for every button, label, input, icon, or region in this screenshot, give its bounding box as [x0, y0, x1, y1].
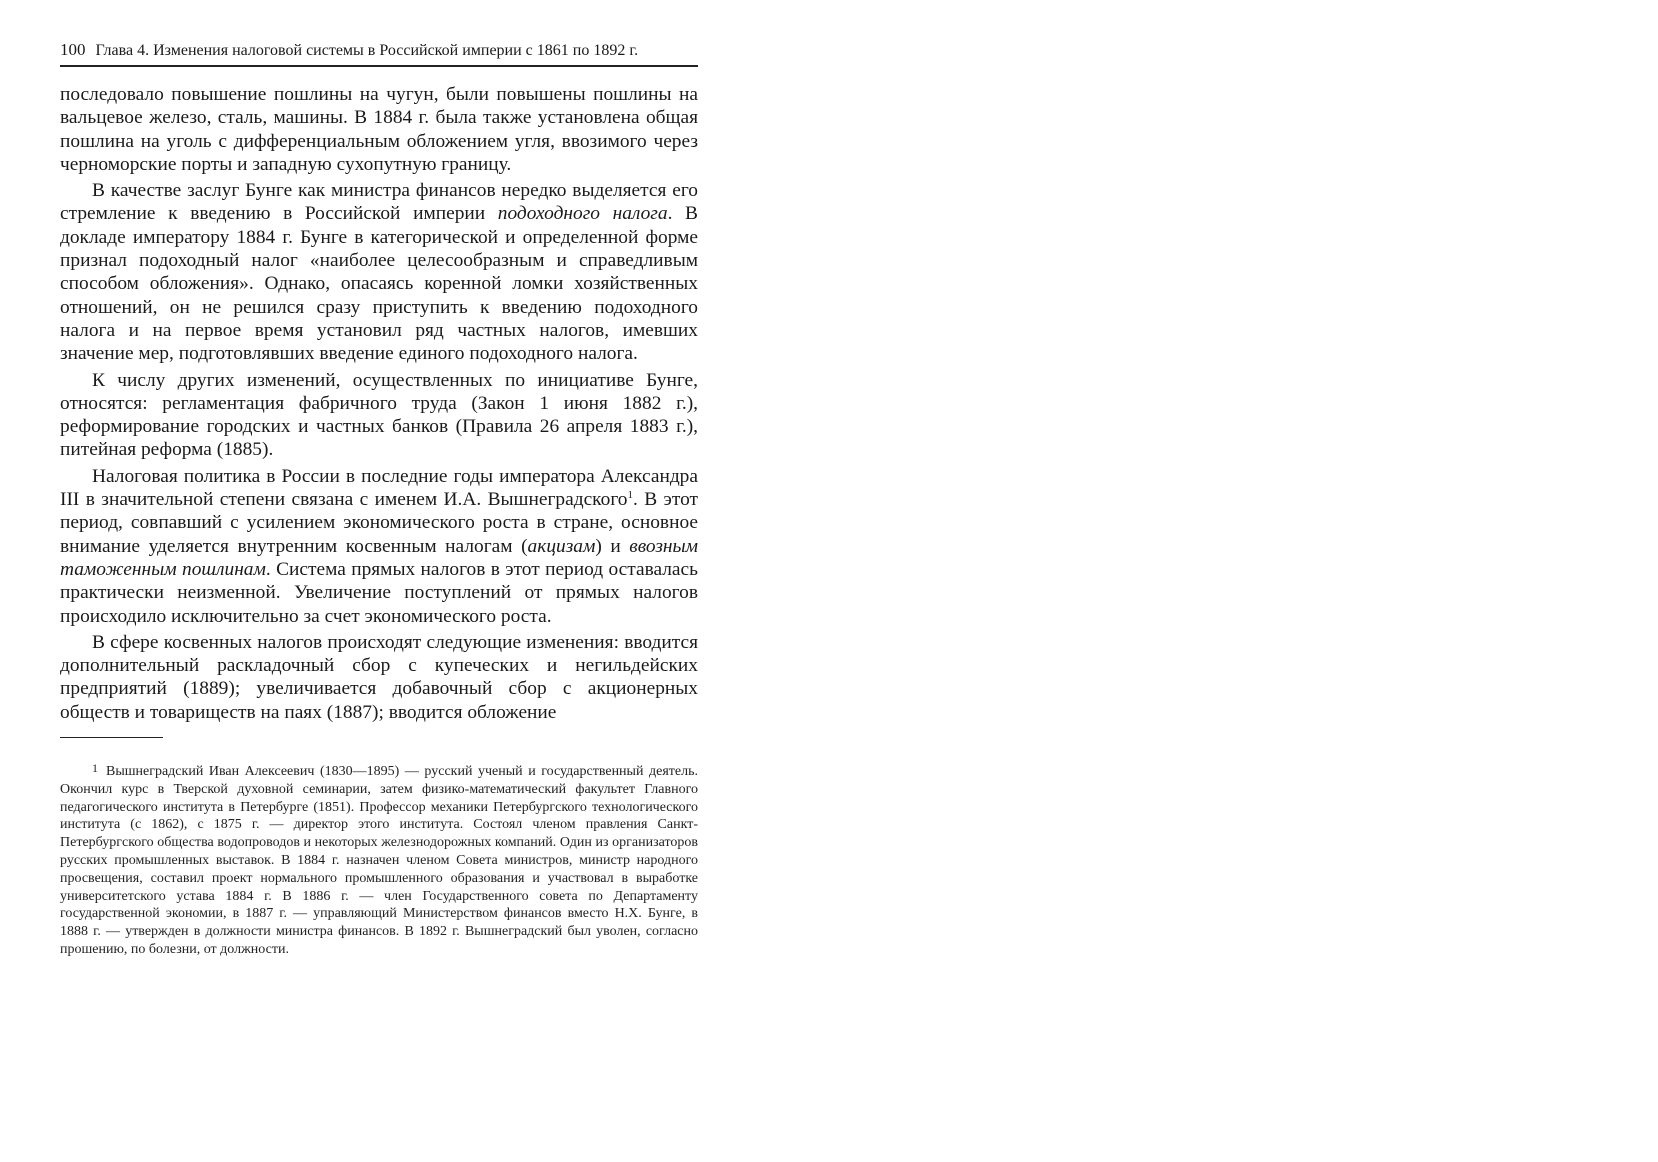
paragraph-4-text-d: . Система прямых налогов в этот период оставалась практически неизменной. Увеличение поступлений от прямых налогов происходило исключительно за счет экономического роста.	[60, 558, 698, 627]
paragraph-1: последовало повышение пошлины на чугун, были повышены пошлины на вальцевое железо, сталь, машины. В 1884 г. была также установлена общая пошлина на уголь с дифференциальным обложением угля, ввозимого через черноморские порты и западную сухопутную границу.	[60, 84, 698, 175]
paragraph-4-text-b: . В этот период, совпавший с усилением экономического роста в стране, основное внимание уделяется внутренним косвенным налогам (	[60, 489, 698, 557]
paragraph-4-text-c: ) и	[595, 535, 630, 557]
paragraph-2-text-a: В качестве заслуг Бунге как министра финансов нередко выделяется его стремление к введению в Российской империи	[60, 180, 698, 225]
paragraph-2-text-b: . В докладе императору 1884 г. Бунге в категорической и определенной форме признал подоходный налог «наиболее целесообразным и справедливым способом обложения». Однако, опасаясь коренной ломки хозяйственных отношений, он не решился сразу приступить к введению подоходного налога и на первое время установил ряд частных налогов, имевших значение мер, подготовлявших введение единого подоходного налога.	[60, 203, 698, 365]
paragraph-2	[60, 179, 698, 365]
main-text	[60, 83, 698, 724]
book-page	[60, 40, 698, 959]
paragraph-5: В сфере косвенных налогов происходят следующие изменения: вводится дополнительный раскладочный сбор с купеческих и негильдейских предприятий (1889); увеличивается добавочный сбор с акционерных обществ и товариществ на паях (1887); вводится обложение	[60, 631, 698, 723]
running-header	[60, 40, 698, 67]
paragraph-4-text-a: Налоговая политика в России в последние годы императора Александра III в значительной степени связана с именем И.А. Вышнеградского	[60, 465, 698, 511]
paragraph-2-emphasis: подоходного налога	[497, 203, 668, 225]
footnote-reference[interactable]: 1	[627, 489, 633, 502]
page-number: 100	[60, 40, 86, 59]
paragraph-4	[60, 465, 698, 628]
paragraph-4-emphasis-2: ввозным таможенным пошлинам	[60, 535, 699, 580]
paragraph-3: К числу других изменений, осуществленных по инициативе Бунге, относятся: регламентация фабричного труда (Закон 1 июня 1882 г.), реформирование городских и частных банков (Правила 26 апреля 1883 г.), питейная реформа (1885).	[60, 369, 698, 461]
footnote-text: Вышнеградский Иван Алексеевич (1830—1895) — русский ученый и государственный деятель. Окончил курс в Тверской духовной семинарии, затем физико-математический факультет Главного педагогического института в Петербурге (1851). Профессор механики Петербургского технологического института (с 1862), с 1875 г. — директор этого института. Состоял членом правления Санкт-Петербургского общества водопроводов и некоторых железнодорожных компаний. Один из организаторов русских промышленных выставок. В 1884 г. назначен членом Совета министров, министр народного просвещения, составил проект нормального промышленного образования и участвовал в выработке университетского устава 1884 г. В 1886 г. — член Государственного совета по Департаменту государственной экономии, в 1887 г. — управляющий Министерством финансов вместо Н.Х. Бунге, в 1888 г. — утвержден в должности министра финансов. В 1892 г. Вышнеградский был уволен, согласно прошению, по болезни, от должности.	[60, 764, 698, 957]
footnote	[60, 760, 698, 959]
footnote-divider	[60, 737, 163, 738]
paragraph-4-emphasis-1: акцизам	[527, 535, 596, 557]
footnote-marker: 1	[92, 761, 98, 776]
chapter-title: Глава 4. Изменения налоговой системы в Российской империи с 1861 по 1892 г.	[95, 42, 639, 59]
